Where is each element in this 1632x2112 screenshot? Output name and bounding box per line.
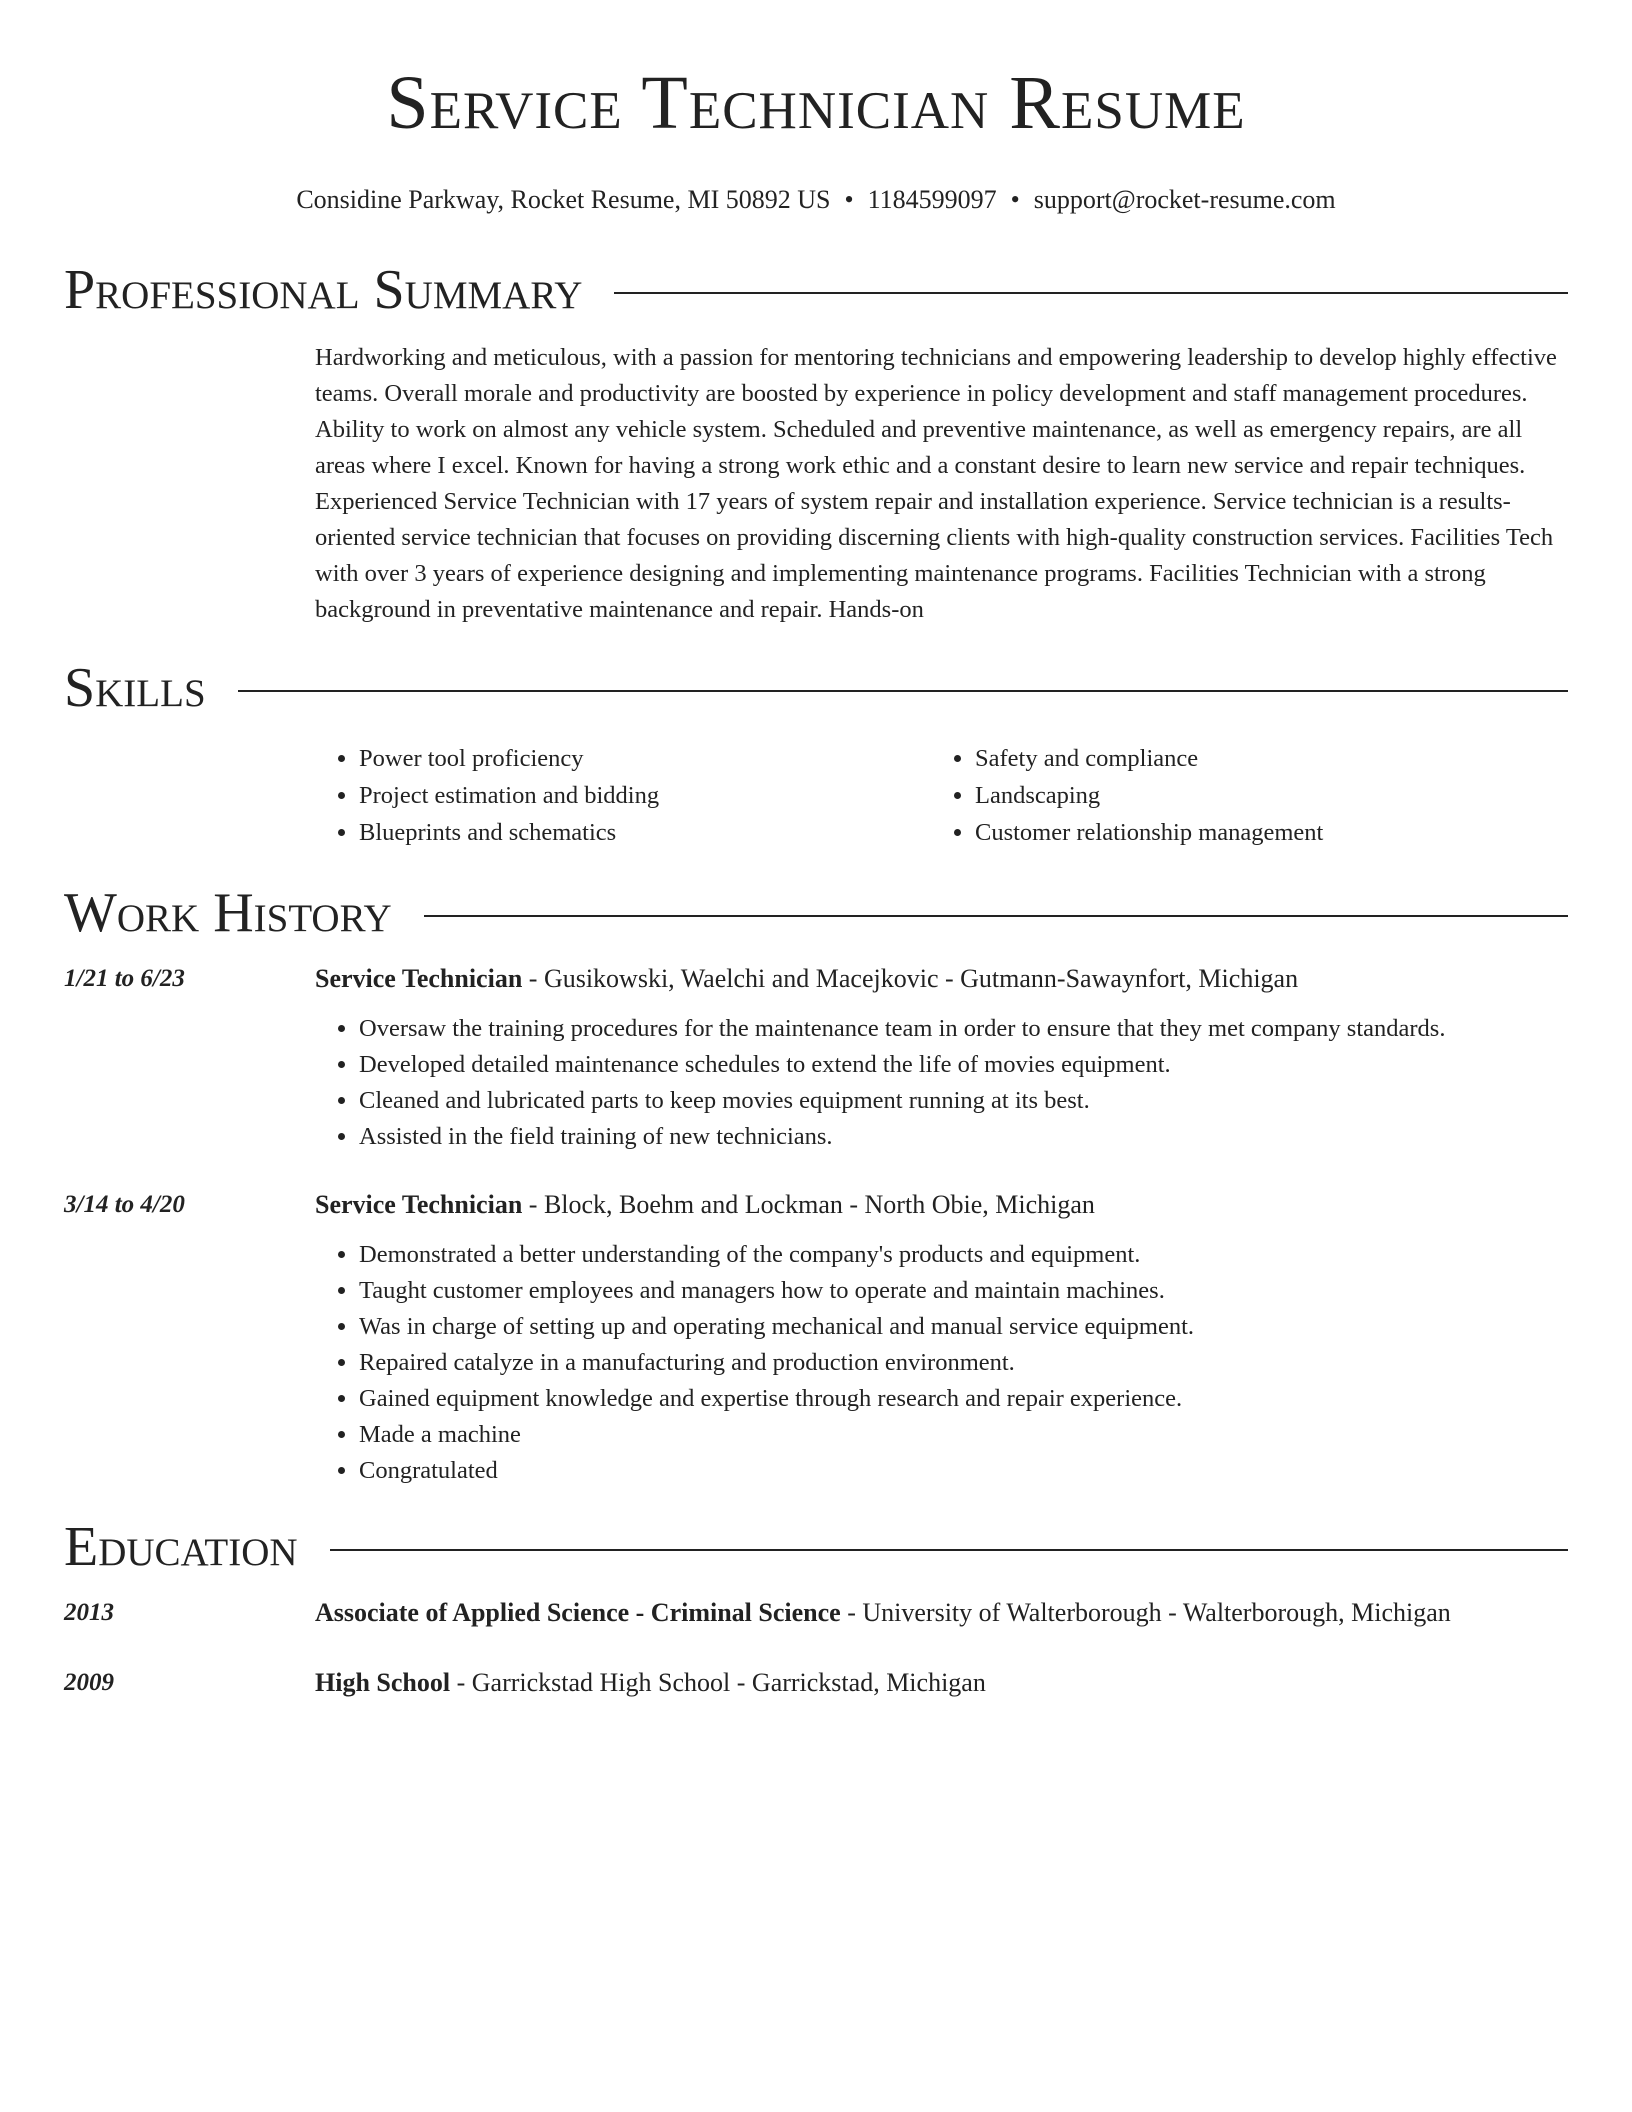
job-bullet: • Congratulated (359, 1453, 1568, 1489)
contact-phone: 1184599097 (867, 185, 997, 214)
skills-section-header (64, 656, 1568, 720)
section-divider (614, 292, 1568, 294)
job-bullet: • Made a machine (359, 1417, 1568, 1453)
job-body (315, 1187, 1568, 1489)
skill-item: • Project estimation and bidding (359, 777, 931, 814)
job-heading (315, 961, 1568, 997)
job-bullet: • Assisted in the field training of new technicians. (359, 1119, 1568, 1155)
education-degree: High School (315, 1668, 451, 1697)
job-dates: 3/14 to 4/20 (64, 1191, 185, 1218)
contact-address: Considine Parkway, Rocket Resume, MI 50892 US (296, 185, 831, 214)
skill-item: • Customer relationship management (975, 814, 1323, 851)
contact-separator: • (844, 185, 854, 214)
education-degree: Associate of Applied Science - Criminal Science (315, 1598, 841, 1627)
job-entry (64, 961, 1568, 1155)
education-heading: Education (64, 1516, 298, 1578)
skill-item: • Safety and compliance (975, 740, 1323, 777)
education-heading-line (315, 1665, 986, 1701)
job-title: Service Technician (315, 964, 523, 993)
education-details: - University of Walterborough - Walterborough, Michigan (840, 1598, 1451, 1627)
skills-heading: Skills (64, 657, 206, 719)
education-heading-line (315, 1595, 1451, 1631)
section-divider (424, 915, 1568, 917)
education-entry (64, 1665, 1568, 1701)
skill-item: • Power tool proficiency (359, 740, 931, 777)
work-section-header (64, 881, 1568, 945)
job-entry (64, 1187, 1568, 1489)
job-heading (315, 1187, 1568, 1223)
contact-line (64, 184, 1568, 216)
section-divider (238, 690, 1568, 692)
contact-separator: • (1010, 185, 1020, 214)
job-bullet: • Cleaned and lubricated parts to keep movies equipment running at its best. (359, 1083, 1568, 1119)
skill-item: • Blueprints and schematics (359, 814, 931, 851)
education-year: 2013 (64, 1599, 114, 1626)
job-bullet: • Was in charge of setting up and operating mechanical and manual service equipment. (359, 1309, 1568, 1345)
job-dates: 1/21 to 6/23 (64, 965, 185, 992)
summary-heading: Professional Summary (64, 259, 583, 321)
job-details: - Block, Boehm and Lockman - North Obie, Michigan (522, 1190, 1095, 1219)
job-bullets (315, 1011, 1568, 1155)
job-body (315, 961, 1568, 1155)
job-bullet: • Taught customer employees and managers how to operate and maintain machines. (359, 1273, 1568, 1309)
job-details: - Gusikowski, Waelchi and Macejkovic - Gutmann-Sawaynfort, Michigan (522, 964, 1299, 993)
job-bullet: • Repaired catalyze in a manufacturing and production environment. (359, 1345, 1568, 1381)
education-year: 2009 (64, 1669, 114, 1696)
skills-column-1 (315, 740, 931, 851)
skills-column-2 (931, 740, 1323, 851)
job-bullets (315, 1237, 1568, 1489)
summary-section-header (64, 258, 1568, 322)
education-section-header (64, 1515, 1568, 1579)
job-title: Service Technician (315, 1190, 523, 1219)
page-title: Service Technician Resume (386, 61, 1246, 145)
job-bullet: • Demonstrated a better understanding of the company's products and equipment. (359, 1237, 1568, 1273)
education-details: - Garrickstad High School - Garrickstad, Michigan (450, 1668, 986, 1697)
job-bullet: • Developed detailed maintenance schedules to extend the life of movies equipment. (359, 1047, 1568, 1083)
skill-item: • Landscaping (975, 777, 1323, 814)
work-heading: Work History (64, 882, 392, 944)
job-bullet: • Gained equipment knowledge and expertise through research and repair experience. (359, 1381, 1568, 1417)
summary-text: Hardworking and meticulous, with a passion for mentoring technicians and empowering leadership to develop highly effective teams. Overall morale and productivity are boosted by experience in policy development and staff management procedures. Ability to work on almost any vehicle system. Scheduled and preventive maintenance, as well as emergency repairs, are all areas where I excel. Known for having a strong work ethic and a constant desire to learn new service and repair techniques. Experienced Service Technician with 17 years of system repair and installation experience. Service technician is a results-oriented service technician that focuses on providing discerning clients with high-quality construction services. Facilities Tech with over 3 years of experience designing and implementing maintenance programs. Facilities Technician with a strong background in preventative maintenance and repair. Hands-on (315, 344, 1557, 623)
contact-email: support@rocket-resume.com (1033, 185, 1336, 214)
education-entry (64, 1595, 1568, 1631)
skills-list (315, 740, 1568, 851)
job-bullet: • Oversaw the training procedures for the maintenance team in order to ensure that they met company standards. (359, 1011, 1568, 1047)
section-divider (330, 1549, 1568, 1551)
